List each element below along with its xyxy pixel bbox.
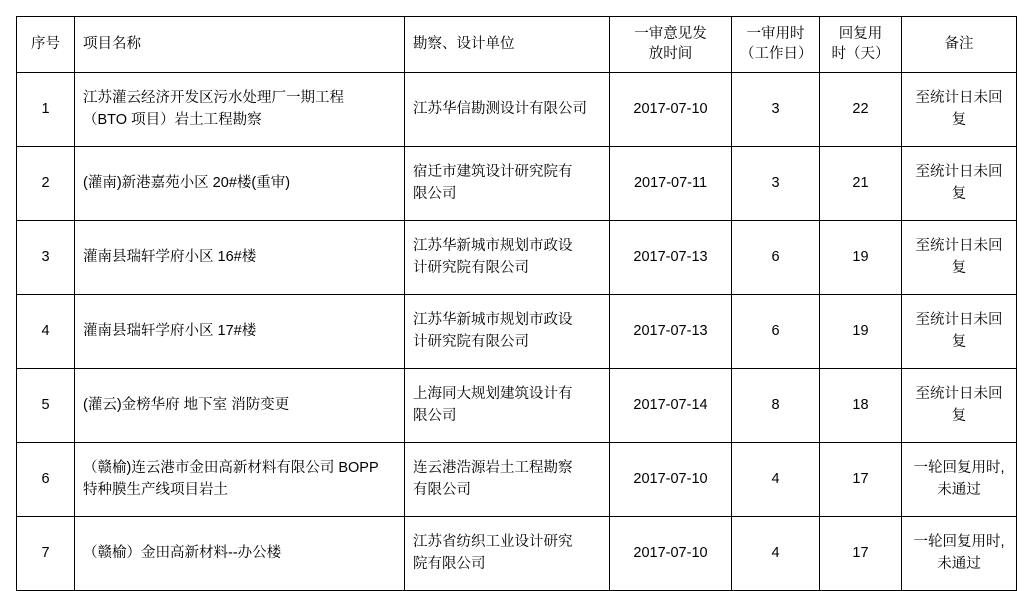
cell-project-name-line1: 灌南县瑞轩学府小区 17#楼 bbox=[83, 322, 257, 339]
cell-reply-days: 19 bbox=[820, 295, 902, 369]
cell-remarks-line2: 未通过 bbox=[937, 555, 981, 572]
cell-no: 3 bbox=[17, 221, 75, 295]
cell-project-name-line2: （BTO 项目）岩土工程勘察 bbox=[83, 111, 262, 128]
column-header-reply-duration bbox=[820, 17, 902, 73]
column-header-review-duration-line2: （工作日） bbox=[740, 45, 813, 62]
cell-project-name-line1: (灌南)新港嘉苑小区 20#楼(重审) bbox=[83, 174, 291, 191]
cell-unit-line1: 宿迁市建筑设计研究院有 bbox=[413, 163, 573, 180]
column-header-reply-duration-line1: 回复用 bbox=[838, 25, 883, 42]
column-header-remarks-label: 备注 bbox=[944, 35, 974, 52]
cell-project-name bbox=[75, 443, 405, 517]
column-header-no bbox=[17, 17, 75, 73]
cell-issue-date: 2017-07-10 bbox=[610, 443, 732, 517]
cell-review-days: 6 bbox=[732, 221, 820, 295]
cell-unit-line2: 计研究院有限公司 bbox=[413, 333, 529, 350]
table-row bbox=[17, 295, 1017, 369]
cell-project-name bbox=[75, 221, 405, 295]
cell-issue-date: 2017-07-13 bbox=[610, 295, 732, 369]
cell-project-name-line2: 特种膜生产线项目岩土 bbox=[83, 481, 228, 498]
cell-unit-line2: 院有限公司 bbox=[413, 555, 486, 572]
cell-remarks bbox=[902, 295, 1017, 369]
cell-reply-days: 17 bbox=[820, 517, 902, 591]
cell-reply-days: 22 bbox=[820, 73, 902, 147]
column-header-no-label: 序号 bbox=[31, 35, 60, 52]
cell-project-name-line1: 江苏灌云经济开发区污水处理厂一期工程 bbox=[83, 89, 344, 106]
column-header-review-duration-line1: 一审用时 bbox=[746, 25, 805, 42]
cell-project-name bbox=[75, 369, 405, 443]
table-header-row bbox=[17, 17, 1017, 73]
column-header-project-name bbox=[75, 17, 405, 73]
cell-project-name-line1: 灌南县瑞轩学府小区 16#楼 bbox=[83, 248, 257, 265]
cell-unit-line1: 上海同大规划建筑设计有 bbox=[413, 385, 573, 402]
cell-remarks-line1: 至统计日未回复 bbox=[915, 237, 1003, 276]
cell-survey-design-unit bbox=[405, 73, 610, 147]
cell-remarks bbox=[902, 73, 1017, 147]
cell-unit-line2: 计研究院有限公司 bbox=[413, 259, 529, 276]
cell-project-name bbox=[75, 517, 405, 591]
cell-survey-design-unit bbox=[405, 295, 610, 369]
cell-review-days: 4 bbox=[732, 443, 820, 517]
cell-project-name bbox=[75, 295, 405, 369]
column-header-reply-duration-line2: 时（天） bbox=[831, 45, 890, 62]
cell-no: 6 bbox=[17, 443, 75, 517]
review-status-table bbox=[16, 16, 1017, 591]
cell-issue-date: 2017-07-13 bbox=[610, 221, 732, 295]
cell-remarks-line1: 一轮回复用时, bbox=[913, 533, 1005, 550]
cell-survey-design-unit bbox=[405, 369, 610, 443]
table-row bbox=[17, 443, 1017, 517]
column-header-survey-design-unit-label: 勘察、设计单位 bbox=[413, 35, 515, 52]
cell-reply-days: 17 bbox=[820, 443, 902, 517]
cell-project-name bbox=[75, 73, 405, 147]
cell-issue-date: 2017-07-11 bbox=[610, 147, 732, 221]
cell-project-name-line1: （赣榆）金田高新材料--办公楼 bbox=[83, 544, 282, 561]
cell-remarks-line1: 一轮回复用时, bbox=[913, 459, 1005, 476]
cell-reply-days: 19 bbox=[820, 221, 902, 295]
cell-remarks bbox=[902, 517, 1017, 591]
cell-unit-line1: 江苏省纺织工业设计研究 bbox=[413, 533, 573, 550]
table-row bbox=[17, 221, 1017, 295]
cell-unit-line2: 限公司 bbox=[413, 407, 457, 424]
cell-unit-line1: 连云港浩源岩土工程勘察 bbox=[413, 459, 573, 476]
cell-survey-design-unit bbox=[405, 221, 610, 295]
cell-review-days: 3 bbox=[732, 73, 820, 147]
cell-issue-date: 2017-07-10 bbox=[610, 73, 732, 147]
cell-issue-date: 2017-07-14 bbox=[610, 369, 732, 443]
cell-unit-line1: 江苏华新城市规划市政设 bbox=[413, 237, 573, 254]
cell-no: 1 bbox=[17, 73, 75, 147]
cell-remarks bbox=[902, 147, 1017, 221]
column-header-issue-time-line2: 放时间 bbox=[648, 45, 693, 62]
cell-issue-date: 2017-07-10 bbox=[610, 517, 732, 591]
table-row bbox=[17, 147, 1017, 221]
column-header-issue-time-line1: 一审意见发 bbox=[634, 25, 707, 42]
cell-no: 7 bbox=[17, 517, 75, 591]
cell-remarks bbox=[902, 443, 1017, 517]
table-body bbox=[17, 73, 1017, 591]
cell-remarks-line1: 至统计日未回复 bbox=[915, 163, 1003, 202]
table-row bbox=[17, 369, 1017, 443]
cell-no: 5 bbox=[17, 369, 75, 443]
cell-review-days: 8 bbox=[732, 369, 820, 443]
cell-unit-line2: 限公司 bbox=[413, 185, 457, 202]
cell-survey-design-unit bbox=[405, 147, 610, 221]
cell-remarks-line1: 至统计日未回复 bbox=[915, 385, 1003, 424]
table-row bbox=[17, 73, 1017, 147]
column-header-remarks bbox=[902, 17, 1017, 73]
cell-review-days: 6 bbox=[732, 295, 820, 369]
column-header-project-name-label: 项目名称 bbox=[83, 35, 141, 52]
cell-unit-line2: 有限公司 bbox=[413, 481, 471, 498]
cell-review-days: 3 bbox=[732, 147, 820, 221]
cell-survey-design-unit bbox=[405, 517, 610, 591]
column-header-survey-design-unit bbox=[405, 17, 610, 73]
cell-reply-days: 21 bbox=[820, 147, 902, 221]
cell-project-name-line1: （赣榆)连云港市金田高新材料有限公司 BOPP bbox=[83, 459, 379, 476]
cell-no: 4 bbox=[17, 295, 75, 369]
cell-unit-line1: 江苏华信勘测设计有限公司 bbox=[413, 100, 587, 117]
cell-survey-design-unit bbox=[405, 443, 610, 517]
cell-remarks bbox=[902, 221, 1017, 295]
table-header bbox=[17, 17, 1017, 73]
table-row bbox=[17, 517, 1017, 591]
cell-review-days: 4 bbox=[732, 517, 820, 591]
cell-unit-line1: 江苏华新城市规划市政设 bbox=[413, 311, 573, 328]
cell-no: 2 bbox=[17, 147, 75, 221]
cell-project-name-line1: (灌云)金榜华府 地下室 消防变更 bbox=[83, 396, 290, 413]
cell-remarks-line2: 未通过 bbox=[937, 481, 981, 498]
column-header-review-duration bbox=[732, 17, 820, 73]
column-header-issue-time bbox=[610, 17, 732, 73]
cell-remarks bbox=[902, 369, 1017, 443]
cell-remarks-line1: 至统计日未回复 bbox=[915, 311, 1003, 350]
cell-reply-days: 18 bbox=[820, 369, 902, 443]
cell-remarks-line1: 至统计日未回复 bbox=[915, 89, 1003, 128]
cell-project-name bbox=[75, 147, 405, 221]
